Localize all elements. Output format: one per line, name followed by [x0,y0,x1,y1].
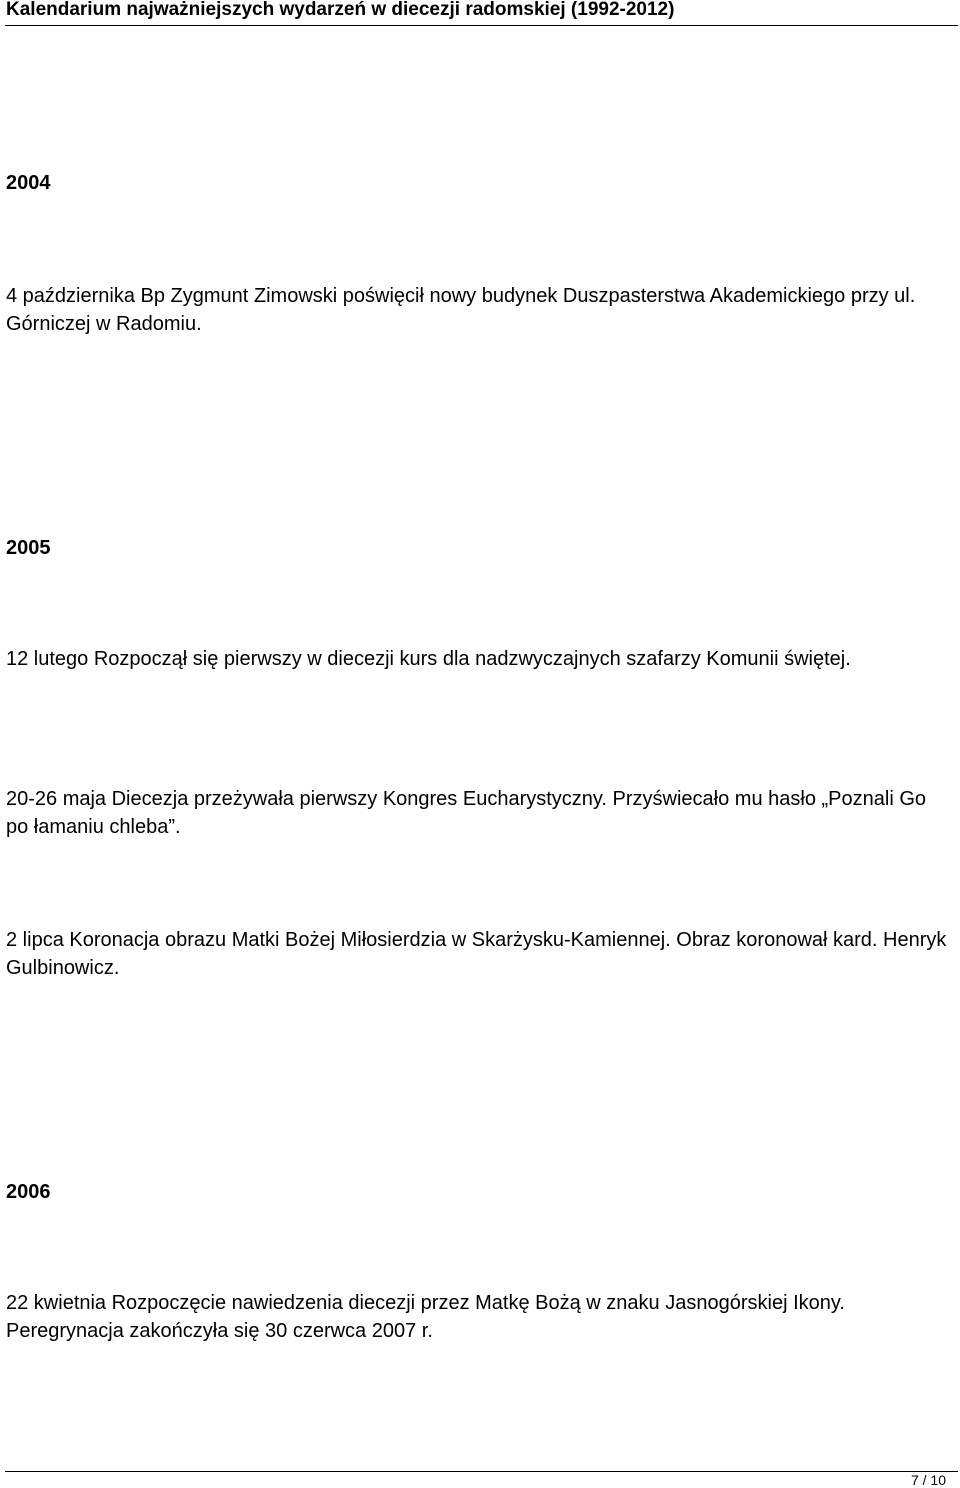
event-entry: 22 kwietnia Rozpoczęcie nawiedzenia diecezji przez Matkę Bożą w znaku Jasnogórskiej Ikony. Peregrynacja zakończyła się 30 czerwca 2007 r. [6,1292,845,1342]
event-entry: 20-26 maja Diecezja przeżywała pierwszy Kongres Eucharystyczny. Przyświecało mu hasło „Poznali Go po łamaniu chleba”. [6,788,926,838]
page-header [5,0,958,26]
document-title: Kalendarium najważniejszych wydarzeń w diecezji radomskiej (1992-2012) [6,0,675,20]
year-heading-2006: 2006 [6,1181,51,1203]
year-heading-2005: 2005 [6,537,51,559]
year-heading-2004: 2004 [6,172,51,194]
event-entry: 2 lipca Koronacja obrazu Matki Bożej Miłosierdzia w Skarżysku-Kamiennej. Obraz koronował kard. Henryk Gulbinowicz. [6,929,947,979]
footer-rule [5,1471,958,1472]
event-entry: 4 października Bp Zygmunt Zimowski poświęcił nowy budynek Duszpasterstwa Akademickiego przy ul. Górniczej w Radomiu. [6,285,916,335]
event-entry: 12 lutego Rozpoczął się pierwszy w diecezji kurs dla nadzwyczajnych szafarzy Komunii świętej. [6,648,851,670]
page-number: 7 / 10 [910,1472,946,1488]
